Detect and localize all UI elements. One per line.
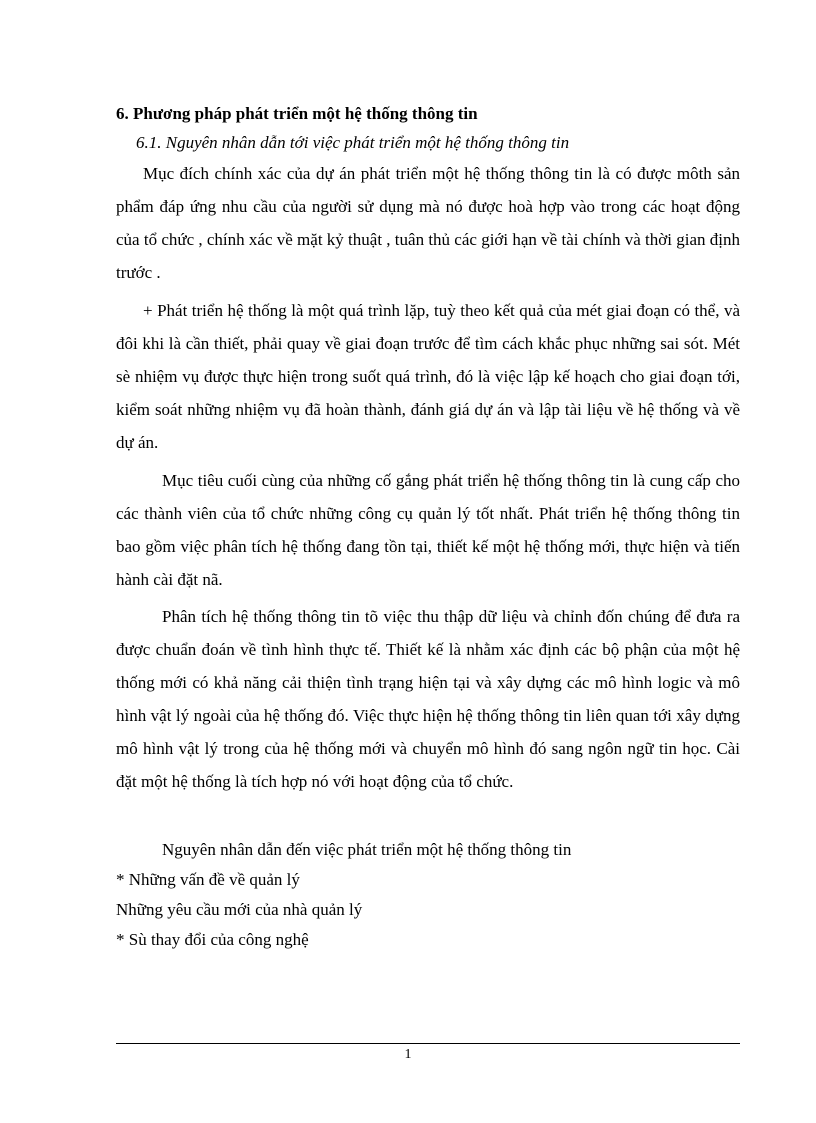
list-item: * Những vấn đề về quản lý <box>116 870 300 889</box>
page-number: 1 <box>404 1047 412 1062</box>
paragraph-purpose: Mục đích chính xác của dự án phát triển một hệ thống thông tin là có được môth sản phẩm đáp ứng nhu cầu của người sử dụng mà nó được hoà hợp vào trong các hoạt động của tổ chức , chính xác về mặt kỷ thuật , tuân thủ các giới hạn về tài chính và thời gian định trước . <box>116 164 740 282</box>
paragraph-final-goal: Mục tiêu cuối cùng của những cố gắng phát triển hệ thống thông tin là cung cấp cho các thành viên của tổ chức những công cụ quản lý tốt nhất. Phát triển hệ thống thông tin bao gồm việc phân tích hệ thống đang tồn tại, thiết kế một hệ thống mới, thực hiện và tiến hành cài đặt nã. <box>116 471 740 589</box>
footer-divider <box>116 1043 740 1044</box>
list-intro: Nguyên nhân dẫn đến việc phát triển một hệ thống thông tin <box>162 840 572 859</box>
paragraph-iterative-process: + Phát triển hệ thống là một quá trình lặp, tuỳ theo kết quả của mét giai đoạn có thể, và đôi khi là cần thiết, phải quay về giai đoạn trước để tìm cách khắc phục những sai sót. Mét sè nhiệm vụ được thực hiện trong suốt quá trình, đó là việc lập kế hoạch cho giai đoạn tới, kiểm soát những nhiệm vụ đã hoàn thành, đánh giá dự án và lập tài liệu về hệ thống và về dự án. <box>116 301 740 452</box>
paragraph-analysis-design: Phân tích hệ thống thông tin tõ việc thu thập dữ liệu và chỉnh đốn chúng để đưa ra được chuẩn đoán về tình hình thực tế. Thiết kế là nhằm xác định các bộ phận của một hệ thống mới có khả năng cải thiện tình trạng hiện tại và xây dựng các mô hình logic và mô hình vật lý ngoài của hệ thống đó. Việc thực hiện hệ thống thông tin liên quan tới xây dựng mô hình vật lý trong của hệ thống mới và chuyển mô hình đó sang ngôn ngữ tin học. Cài đặt một hệ thống là tích hợp nó với hoạt động của tổ chức. <box>116 607 740 791</box>
section-heading: 6. Phương pháp phát triển một hệ thống thông tin <box>116 104 478 123</box>
subsection-heading: 6.1. Nguyên nhân dẫn tới việc phát triển một hệ thống thông tin <box>136 133 570 152</box>
list-item: * Sù thay đổi của công nghệ <box>116 930 309 949</box>
list-item: Những yêu cầu mới của nhà quản lý <box>116 900 363 919</box>
